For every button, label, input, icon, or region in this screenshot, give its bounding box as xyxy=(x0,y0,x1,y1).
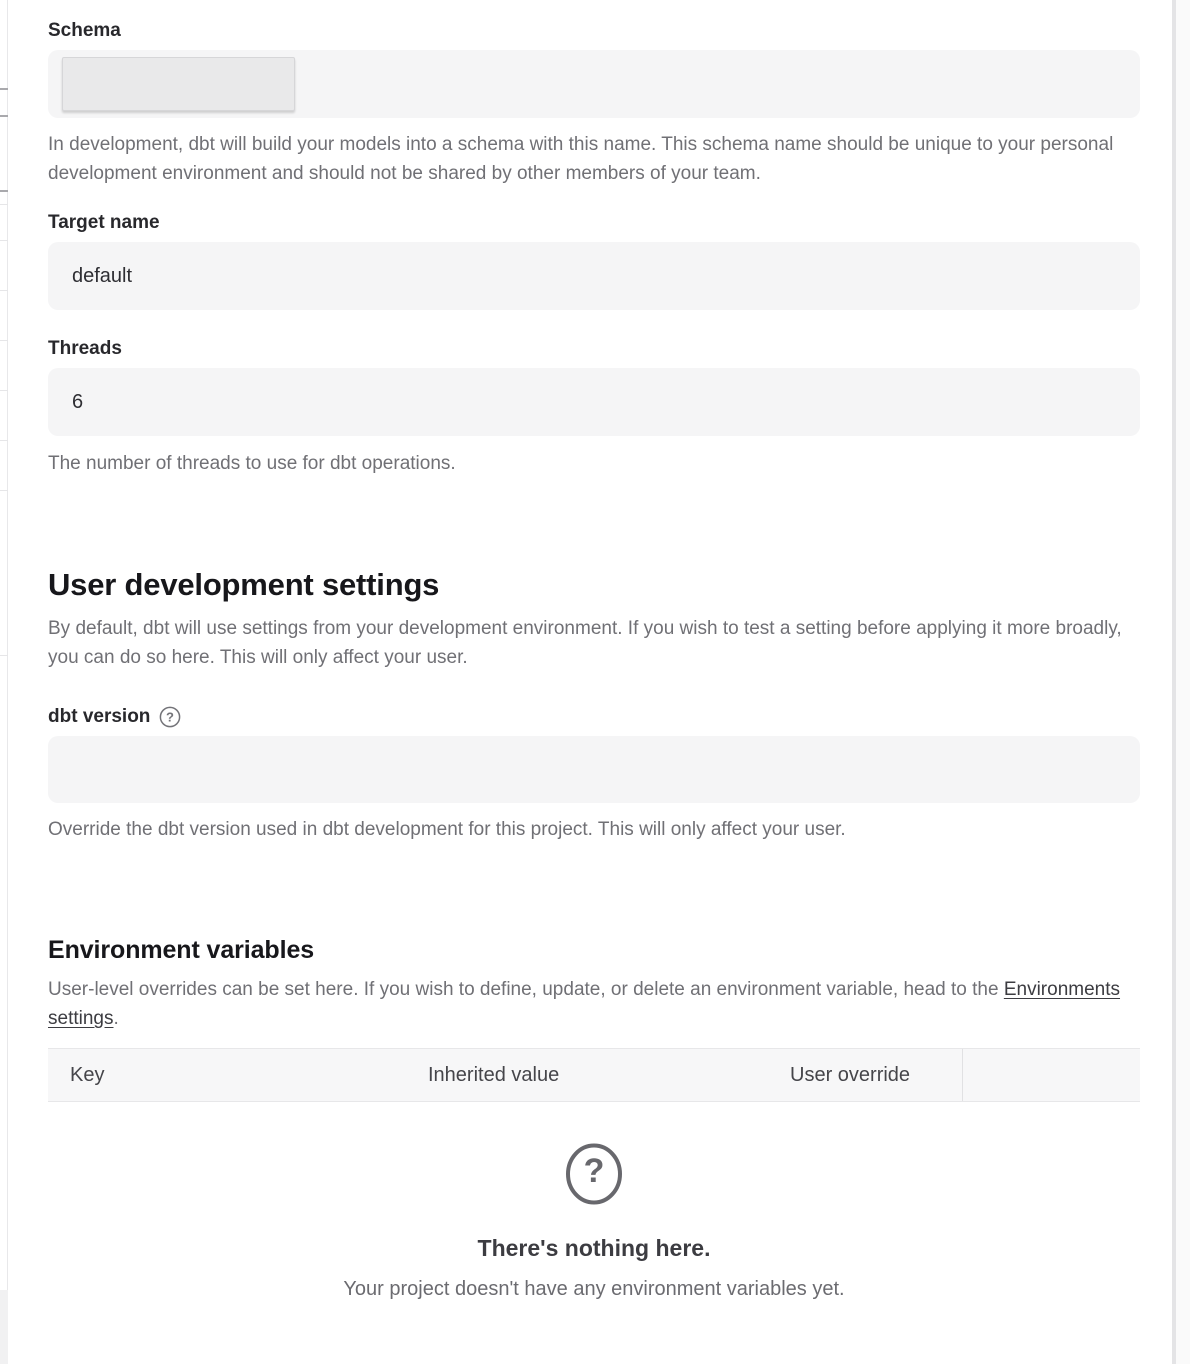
svg-text:?: ? xyxy=(166,709,175,725)
empty-state-title: There's nothing here. xyxy=(477,1235,711,1261)
left-panel-separator xyxy=(0,340,8,341)
environment-variables-title: Environment variables xyxy=(48,936,315,964)
target-name-value: default xyxy=(72,264,133,287)
schema-input[interactable] xyxy=(48,50,1140,118)
environments-settings-link[interactable]: Environments settings xyxy=(48,979,1121,1029)
environment-variables-description-period: . xyxy=(113,1008,119,1029)
table-header-key: Key xyxy=(70,1063,105,1086)
left-panel-separator xyxy=(0,390,8,391)
right-page-edge xyxy=(1172,0,1190,1364)
left-panel-separator xyxy=(0,240,8,241)
dbt-version-help-text: Override the dbt version used in dbt development for this project. This will only affect your user. xyxy=(48,819,846,840)
environment-variables-description xyxy=(48,975,1140,1033)
table-header-user-override: User override xyxy=(790,1063,911,1086)
left-panel-scroll-thumb[interactable] xyxy=(0,1290,8,1364)
target-name-label xyxy=(48,212,1140,234)
dbt-version-label xyxy=(48,706,1140,728)
environment-variables-description-text: User-level overrides can be set here. If you wish to define, update, or delete an environment variable, head to the xyxy=(48,979,1004,1000)
left-panel-separator xyxy=(0,115,8,117)
left-panel-separator xyxy=(0,490,8,491)
left-panel-separator xyxy=(0,440,8,441)
svg-text:?: ? xyxy=(583,1152,605,1190)
threads-label-text: Threads xyxy=(48,338,122,359)
left-panel-separator xyxy=(0,655,8,656)
schema-label xyxy=(48,20,1140,42)
schema-label-text: Schema xyxy=(48,20,121,41)
table-header-inherited-value: Inherited value xyxy=(428,1063,560,1086)
left-panel-separator xyxy=(0,88,8,90)
user-development-settings-description: By default, dbt will use settings from your development environment. If you wish to test a setting before applying it more broadly, you can do so here. This will only affect your user. xyxy=(48,618,1122,668)
table-header-actions xyxy=(962,1049,1140,1101)
target-name-label-text: Target name xyxy=(48,212,160,233)
user-development-settings-title: User development settings xyxy=(48,567,440,602)
left-panel-separator xyxy=(0,190,8,192)
left-panel-separator xyxy=(0,290,8,291)
threads-value: 6 xyxy=(72,390,84,413)
dbt-version-input[interactable] xyxy=(48,736,1140,803)
threads-label xyxy=(48,338,1140,360)
threads-input[interactable] xyxy=(48,368,1140,436)
environment-variables-table-header xyxy=(48,1048,1140,1102)
left-panel-separator xyxy=(0,204,8,205)
help-circle-icon[interactable] xyxy=(159,706,181,728)
left-panel-edge xyxy=(0,0,8,1364)
settings-panel xyxy=(48,0,1140,1303)
schema-value-skeleton xyxy=(62,57,295,111)
schema-help-text: In development, dbt will build your models into a schema with this name. This schema name should be unique to your personal development environment and should not be shared by other members of your team. xyxy=(48,134,1114,184)
question-mark-circle-icon xyxy=(565,1142,623,1211)
empty-state-subtitle: Your project doesn't have any environment variables yet. xyxy=(343,1278,845,1300)
dbt-version-label-text: dbt version xyxy=(48,706,151,727)
threads-help-text: The number of threads to use for dbt operations. xyxy=(48,453,456,474)
empty-state xyxy=(48,1142,1140,1303)
target-name-input[interactable] xyxy=(48,242,1140,310)
